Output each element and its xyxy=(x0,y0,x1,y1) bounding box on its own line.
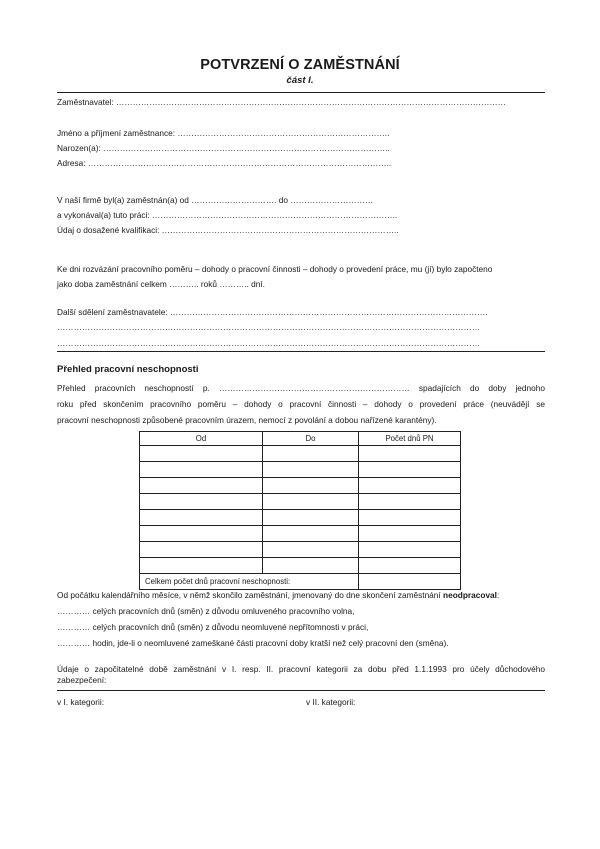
absence-excused-field[interactable]: ………… celých pracovních dnů (směn) z důvodu omluveného pracovního volna, xyxy=(57,606,355,616)
total-days-label: Celkem počet dnů pracovní neschopnosti: xyxy=(140,574,359,590)
absence-unexcused-field[interactable]: ………… celých pracovních dnů (směn) z důvodu neomluvené nepřítomnosti v práci, xyxy=(57,622,369,632)
qualification-field[interactable]: Údaj o dosažené kvalifikaci: ………………………………………………………………………….. xyxy=(57,225,399,235)
table-total-row xyxy=(140,574,461,590)
category-1-field[interactable]: v I. kategorii: xyxy=(57,697,105,707)
absence-intro-text: Od počátku kalendářního měsíce, v němž skončilo zaměstnání, jmenovaný do dne skončení zaměstnání xyxy=(57,590,444,600)
incapacity-heading: Přehled pracovní neschopnosti xyxy=(57,364,199,375)
cell-from[interactable] xyxy=(140,558,263,574)
cell-from[interactable] xyxy=(140,462,263,478)
cell-to[interactable] xyxy=(263,478,359,494)
cell-days[interactable] xyxy=(359,510,461,526)
document-title: POTVRZENÍ O ZAMĚSTNÁNÍ xyxy=(200,57,400,73)
other-info-line-2[interactable]: ……………………………………………………………………………………………………………………………………… xyxy=(57,322,481,332)
cell-to[interactable] xyxy=(263,558,359,574)
employee-address-field[interactable]: Adresa: ……………………………………………………………………………………………….. xyxy=(57,158,392,168)
pension-divider xyxy=(57,690,545,691)
cell-to[interactable] xyxy=(263,526,359,542)
column-header-days: Počet dnů PN xyxy=(359,432,461,446)
cell-days[interactable] xyxy=(359,558,461,574)
cell-to[interactable] xyxy=(263,510,359,526)
absence-intro-bold: neodpracoval xyxy=(443,590,497,600)
table-row xyxy=(140,462,461,478)
cell-days[interactable] xyxy=(359,494,461,510)
category-2-field[interactable]: v II. kategorii: xyxy=(306,697,356,707)
cell-from[interactable] xyxy=(140,526,263,542)
cell-from[interactable] xyxy=(140,542,263,558)
cell-to[interactable] xyxy=(263,542,359,558)
table-row xyxy=(140,526,461,542)
pension-line-2: zabezpečení: xyxy=(57,675,107,685)
absence-hours-field[interactable]: ………… hodin, jde-li o neomluvené zameškané části pracovní doby kratší než celý pracovní den (směna). xyxy=(57,638,449,648)
cell-days[interactable] xyxy=(359,542,461,558)
pension-line-1: Údaje o započitatelné době zaměstnání v I. resp. II. pracovní kategorii za dobu před 1.1.1993 pro účely důchodového xyxy=(57,664,545,674)
employee-born-field[interactable]: Narozen(a): ………………………………………………………………………………………….. xyxy=(57,143,390,153)
table-row xyxy=(140,494,461,510)
total-days-cell[interactable] xyxy=(359,574,461,590)
table-row xyxy=(140,558,461,574)
absence-intro xyxy=(57,590,499,601)
cell-to[interactable] xyxy=(263,462,359,478)
other-info-field[interactable]: Další sdělení zaměstnavatele: ……………………………………………………………………………………………………. xyxy=(57,307,488,317)
cell-to[interactable] xyxy=(263,446,359,462)
work-field[interactable]: a vykonával(a) tuto práci: …………………………………………………………………………….. xyxy=(57,210,398,220)
table-header-row xyxy=(140,432,461,446)
cell-to[interactable] xyxy=(263,494,359,510)
table-row xyxy=(140,478,461,494)
table-row xyxy=(140,542,461,558)
cell-days[interactable] xyxy=(359,462,461,478)
cell-days[interactable] xyxy=(359,526,461,542)
section-divider xyxy=(57,351,545,352)
cell-days[interactable] xyxy=(359,446,461,462)
termination-line-1: Ke dni rozvázání pracovního poměru – dohody o pracovní činnosti – dohody o provedení práce, mu (jí) bylo započteno xyxy=(57,264,493,274)
cell-days[interactable] xyxy=(359,478,461,494)
cell-from[interactable] xyxy=(140,510,263,526)
cell-from[interactable] xyxy=(140,446,263,462)
column-header-to: Do xyxy=(263,432,359,446)
incapacity-para-line-2: roku před skončením pracovního poměru – dohody o pracovní činnosti – dohody o provedení práce (neuvádějí se xyxy=(57,399,545,409)
other-info-line-3[interactable]: ……………………………………………………………………………………………………………………………………… xyxy=(57,338,481,348)
cell-from[interactable] xyxy=(140,494,263,510)
termination-line-2[interactable]: jako doba zaměstnání celkem ……….. roků ……….. dní. xyxy=(57,279,265,289)
header-divider xyxy=(57,92,545,93)
table-row xyxy=(140,446,461,462)
employment-period-field[interactable]: V naší firmě byl(a) zaměstnán(a) od …………………………. do ………………………… xyxy=(57,195,374,205)
incapacity-para-line-1[interactable]: Přehled pracovních neschopností p. …………………………………………………………… spadajících do doby jednoho xyxy=(57,383,545,393)
absence-intro-suffix: : xyxy=(496,590,500,600)
column-header-from: Od xyxy=(140,432,263,446)
employer-field[interactable]: Zaměstnavatel: …………………………………………………………………………………………………………………………… xyxy=(57,97,506,107)
document-subtitle: část I. xyxy=(286,75,314,86)
cell-from[interactable] xyxy=(140,478,263,494)
table-row xyxy=(140,510,461,526)
incapacity-table xyxy=(139,431,461,590)
incapacity-para-line-3: pracovní neschopnosti způsobené pracovním úrazem, nemocí z povolání a dobou nařízené karantény). xyxy=(57,415,437,425)
employee-name-field[interactable]: Jméno a příjmení zaměstnance: ………………………………………………………………….. xyxy=(57,128,390,138)
